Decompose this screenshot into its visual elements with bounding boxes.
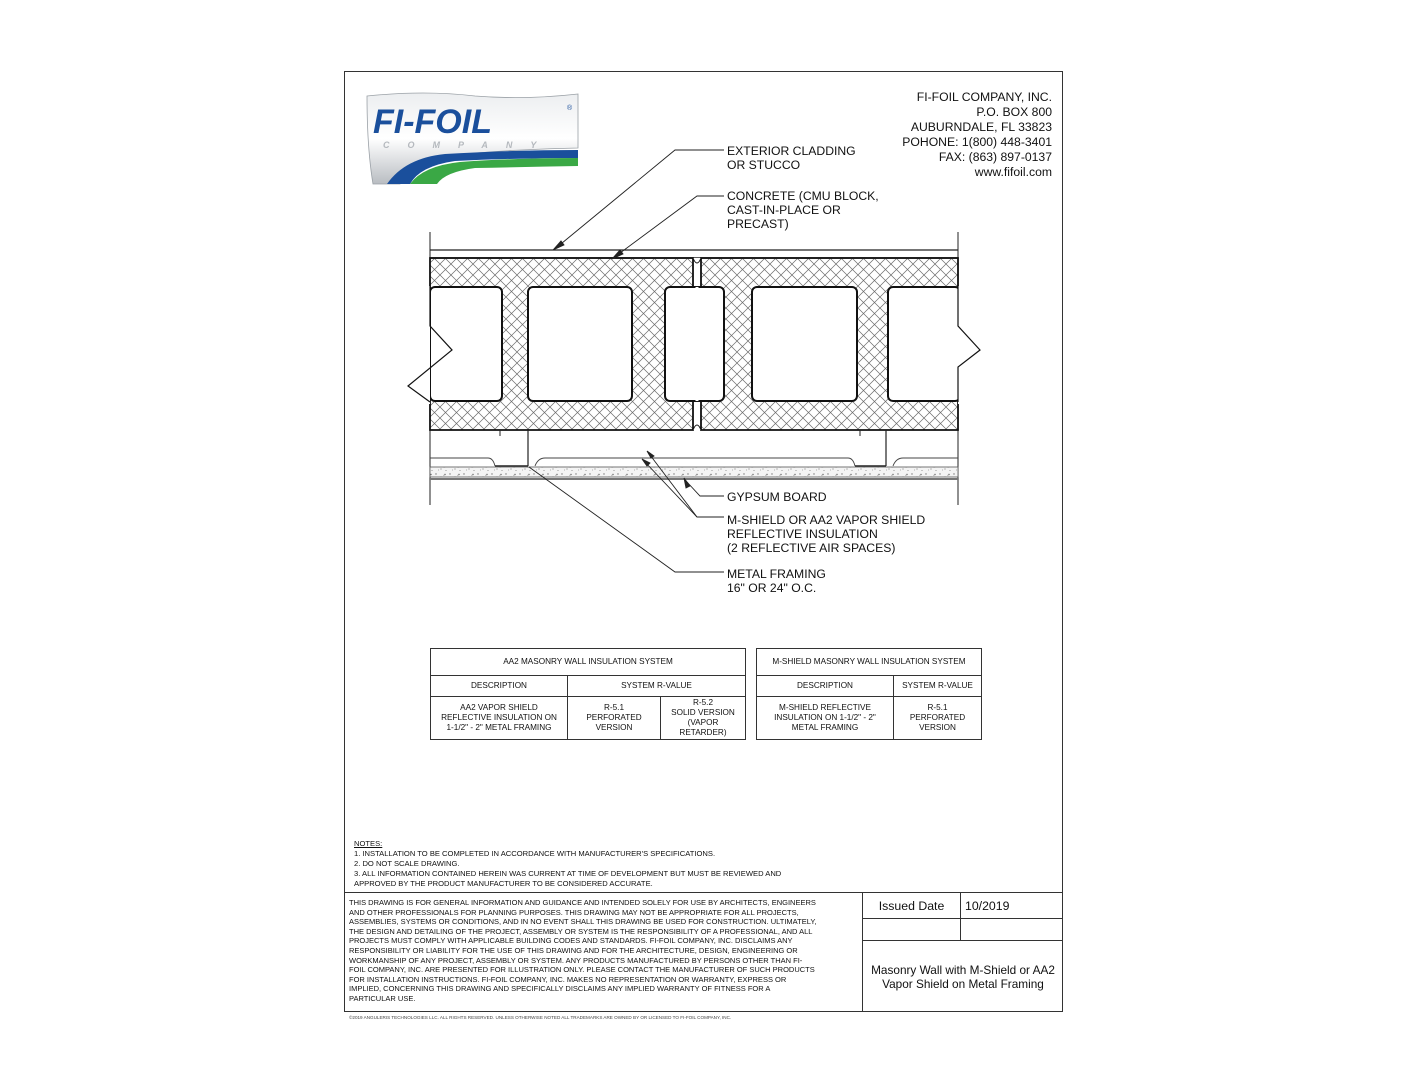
fax: FAX: (863) 897-0137: [938, 150, 1052, 164]
callout-metal-framing: METAL FRAMING 16" OR 24" O.C.: [727, 567, 826, 595]
aa2-description-cell: AA2 VAPOR SHIELD REFLECTIVE INSULATION ON 1-1/2" - 2" METAL FRAMING: [431, 697, 568, 740]
callout-exterior-cladding: EXTERIOR CLADDING OR STUCCO: [727, 144, 856, 172]
title-block: [863, 892, 1063, 1012]
drawing-title: Masonry Wall with M-Shield or AA2 Vapor Shield on Metal Framing: [871, 963, 1055, 991]
logo-subtitle: COMPANY: [383, 140, 555, 150]
notes-heading: NOTES:: [354, 839, 383, 848]
city-state: AUBURNDALE, FL 33823: [910, 120, 1052, 134]
aa2-table-title: AA2 MASONRY WALL INSULATION SYSTEM: [431, 649, 746, 676]
mshield-description-cell: M-SHIELD REFLECTIVE INSULATION ON 1-1/2" - 2" METAL FRAMING: [757, 697, 894, 740]
aa2-rvalue-table: [430, 648, 746, 740]
po-box: P.O. BOX 800: [976, 105, 1052, 119]
aa2-header-description: DESCRIPTION: [431, 676, 568, 697]
empty-label: [863, 919, 961, 940]
mshield-header-description: DESCRIPTION: [757, 676, 894, 697]
mshield-header-rvalue: SYSTEM R-VALUE: [894, 676, 982, 697]
issued-date-row: [863, 893, 1063, 919]
website[interactable]: www.fifoil.com: [974, 165, 1052, 179]
aa2-rvalue-solid: R-5.2 SOLID VERSION (VAPOR RETARDER): [661, 697, 746, 740]
mshield-rvalue-table: [756, 648, 982, 740]
note-3-cont: APPROVED BY THE PRODUCT MANUFACTURER TO BE CONSIDERED ACCURATE.: [354, 879, 653, 888]
disclaimer-text: THIS DRAWING IS FOR GENERAL INFORMATION AND GUIDANCE AND INTENDED SOLELY FOR USE BY ARCHITECTS, ENGINEERS AND OTHER PROFESSIONALS FOR PLANNING PURPOSES. THIS DRAWING MAY NOT BE APPROPRIATE FOR ALL PROJECTS, ASSEMBLIES, SYSTEMS OR CONDITIONS, AND IN NO EVENT SHALL THIS DRAWING BE USED FOR CONSTRUCTION. ULTIMATELY, THE DESIGN AND DETAILING OF THE PROJECT, ASSEMBLY OR SYSTEM IS THE RESPONSIBILITY OF A PROFESSIONAL, AND ALL PROJECTS MUST COMPLY WITH APPLICABLE BUILDING CODES AND STANDARDS. FI-FOIL COMPANY, INC. DISCLAIMS ANY RESPONSIBILITY OR LIABILITY FOR THE USE OF THIS DRAWING AND FOR THE ARCHITECTURE, DESIGN, ENGINEERING OR WORKMANSHIP OF ANY PROJECT, ASSEMBLY OR SYSTEM. ANY PRODUCTS MANUFACTURED BY PERSONS OTHER THAN FI- FOIL COMPANY, INC. ARE PRESENTED FOR ILLUSTRATION ONLY. PLEASE CONTACT THE MANUFACTURER OF SUCH PRODUCTS FOR INSTALLATION INSTRUCTIONS. FI-FOIL COMPANY, INC. MAKES NO REPRESENTATION OR WARRANTY, EXPRESS OR IMPLIED, CONCERNING THIS DRAWING AND SPECIFICALLY DISCLAIMS ANY IMPLIED WARRANTY OF FITNESS FOR A PARTICULAR USE.: [349, 898, 817, 1003]
issued-date-label: Issued Date: [863, 893, 961, 918]
phone: POHONE: 1(800) 448-3401: [902, 135, 1052, 149]
aa2-rvalue-perforated: R-5.1 PERFORATED VERSION: [568, 697, 661, 740]
issued-date-value: 10/2019: [965, 898, 1010, 913]
empty-value: [961, 919, 1063, 940]
logo-wordmark: FI-FOIL: [373, 103, 492, 141]
company-name: FI-FOIL COMPANY, INC.: [916, 90, 1052, 104]
mshield-table-title: M-SHIELD MASONRY WALL INSULATION SYSTEM: [757, 649, 982, 676]
notes-block: [354, 839, 781, 889]
callout-concrete: CONCRETE (CMU BLOCK, CAST-IN-PLACE OR PRECAST): [727, 189, 879, 231]
callout-reflective-insulation: M-SHIELD OR AA2 VAPOR SHIELD REFLECTIVE INSULATION (2 REFLECTIVE AIR SPACES): [727, 513, 926, 555]
callout-gypsum-board: GYPSUM BOARD: [727, 490, 827, 504]
empty-row: [863, 919, 1063, 941]
copyright-line: ©2019 ANGULERIS TECHNOLOGIES LLC. ALL RIGHTS RESERVED. UNLESS OTHERWISE NOTED ALL TRADEMARKS ARE OWNED BY OR LICENSED TO FI-FOIL COMPANY, INC.: [349, 1015, 732, 1020]
note-3: 3. ALL INFORMATION CONTAINED HEREIN WAS CURRENT AT TIME OF DEVELOPMENT BUT MUST BE REVIEWED AND: [354, 869, 782, 878]
note-2: 2. DO NOT SCALE DRAWING.: [354, 859, 460, 868]
note-1: 1. INSTALLATION TO BE COMPLETED IN ACCORDANCE WITH MANUFACTURER'S SPECIFICATIONS.: [354, 849, 716, 858]
registered-mark: ®: [567, 105, 573, 112]
aa2-header-rvalue: SYSTEM R-VALUE: [568, 676, 746, 697]
mshield-rvalue-perforated: R-5.1 PERFORATED VERSION: [894, 697, 982, 740]
